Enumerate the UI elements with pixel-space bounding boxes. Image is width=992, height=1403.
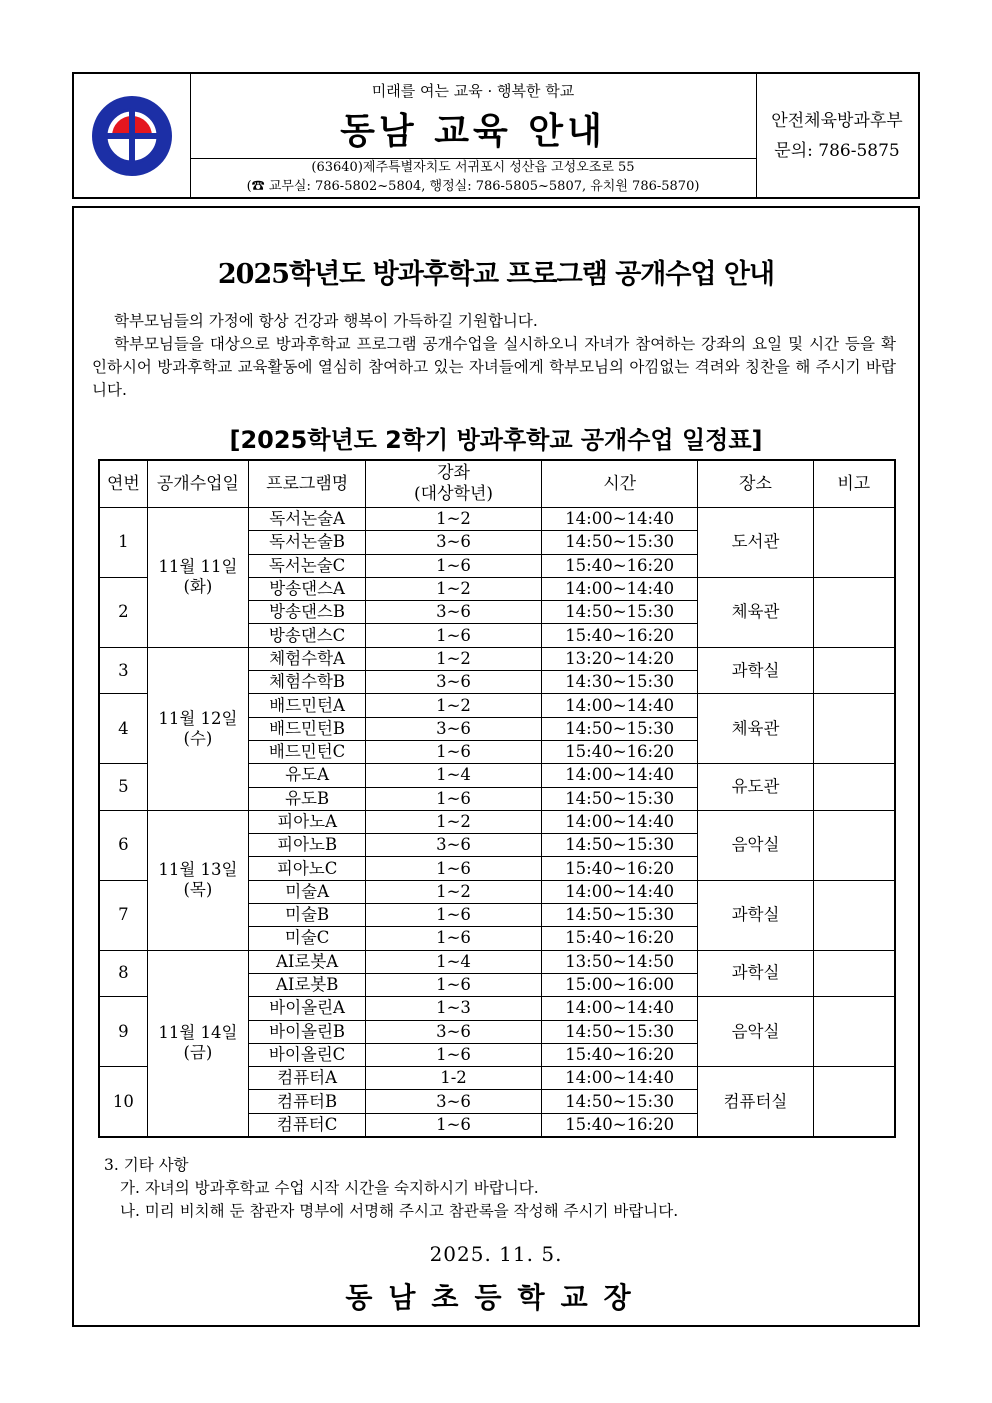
row-number: 2	[99, 577, 147, 647]
col-header-no: 연번	[99, 460, 147, 508]
target-grade: 1~6	[366, 554, 542, 577]
notes-heading: 3. 기타 사항	[104, 1156, 189, 1174]
class-place: 컴퓨터실	[698, 1067, 813, 1137]
school-logo	[90, 94, 174, 178]
col-header-program: 프로그램명	[249, 460, 366, 508]
program-name: 체험수학A	[249, 647, 366, 670]
target-grade: 1~2	[366, 810, 542, 833]
class-time: 15:40~16:20	[541, 927, 698, 950]
class-time: 14:30~15:30	[541, 671, 698, 694]
program-name: 미술A	[249, 880, 366, 903]
program-name: 독서논술C	[249, 554, 366, 577]
department-contact: 문의: 786-5875	[774, 140, 900, 161]
intro-paragraph: 학부모님들을 대상으로 방과후학교 프로그램 공개수업을 실시하오니 자녀가 참여하는 강좌의 요일 및 시간 등을 확인하시어 방과후학교 교육활동에 열심히 참여하고 있는 자녀들에게 학부모님의 아낌없는 격려와 칭찬을 해 주시기 바랍니다.	[92, 335, 896, 399]
class-date: 11월 14일 (금)	[147, 950, 248, 1137]
intro-paragraph: 학부모님들의 가정에 항상 건강과 행복이 가득하길 기원합니다.	[114, 312, 538, 330]
class-time: 14:00~14:40	[541, 997, 698, 1020]
program-name: 미술C	[249, 927, 366, 950]
class-time: 14:50~15:30	[541, 531, 698, 554]
remarks-cell	[813, 694, 895, 764]
program-name: 컴퓨터B	[249, 1090, 366, 1113]
program-name: 바이올린C	[249, 1043, 366, 1066]
header-contact-cell	[190, 158, 757, 197]
program-name: 체험수학B	[249, 671, 366, 694]
row-number: 7	[99, 880, 147, 950]
row-number: 10	[99, 1067, 147, 1137]
intro-text	[92, 310, 896, 402]
class-place: 과학실	[698, 950, 813, 997]
target-grade: 1~6	[366, 973, 542, 996]
remarks-cell	[813, 997, 895, 1067]
class-time: 15:40~16:20	[541, 740, 698, 763]
header-brand-cell	[190, 74, 757, 159]
class-place: 과학실	[698, 647, 813, 694]
class-time: 14:50~15:30	[541, 1090, 698, 1113]
col-header-date: 공개수업일	[147, 460, 248, 508]
remarks-cell	[813, 880, 895, 950]
document-title: 2025학년도 방과후학교 프로그램 공개수업 안내	[217, 259, 775, 290]
target-grade: 1~6	[366, 927, 542, 950]
program-name: 배드민턴A	[249, 694, 366, 717]
program-name: 독서논술A	[249, 508, 366, 531]
program-name: 방송댄스B	[249, 601, 366, 624]
target-grade: 1-2	[366, 1067, 542, 1090]
program-name: 피아노A	[249, 810, 366, 833]
class-time: 14:00~14:40	[541, 508, 698, 531]
class-time: 14:50~15:30	[541, 1020, 698, 1043]
class-place: 체육관	[698, 577, 813, 647]
class-place: 과학실	[698, 880, 813, 950]
school-phones: (☎ 교무실: 786-5802~5804, 행정실: 786-5805~5807, 유치원 786-5870)	[246, 179, 700, 194]
signer: 동남초등학교장	[345, 1281, 647, 1314]
program-name: 컴퓨터C	[249, 1113, 366, 1137]
phone-icon: ☎	[251, 179, 265, 194]
school-motto: 미래를 여는 교육 · 행복한 학교	[371, 82, 575, 100]
schedule-title: [2025학년도 2학기 방과후학교 공개수업 일정표]	[229, 426, 763, 454]
target-grade: 1~2	[366, 577, 542, 600]
table-row	[99, 508, 895, 531]
program-name: 유도A	[249, 764, 366, 787]
target-grade: 1~4	[366, 764, 542, 787]
class-time: 15:40~16:20	[541, 857, 698, 880]
schedule-table	[98, 459, 896, 1138]
target-grade: 1~6	[366, 740, 542, 763]
class-time: 15:40~16:20	[541, 624, 698, 647]
notes-section	[104, 1154, 678, 1223]
remarks-cell	[813, 764, 895, 811]
issue-date: 2025. 11. 5.	[429, 1242, 563, 1266]
program-name: 컴퓨터A	[249, 1067, 366, 1090]
program-name: 피아노B	[249, 834, 366, 857]
target-grade: 3~6	[366, 531, 542, 554]
letterhead-title: 동남 교육 안내	[340, 110, 606, 152]
class-time: 14:50~15:30	[541, 601, 698, 624]
class-time: 14:00~14:40	[541, 694, 698, 717]
class-time: 15:40~16:20	[541, 554, 698, 577]
class-time: 13:50~14:50	[541, 950, 698, 973]
target-grade: 1~6	[366, 857, 542, 880]
program-name: 배드민턴C	[249, 740, 366, 763]
department-name: 안전체육방과후부	[771, 110, 903, 131]
class-place: 도서관	[698, 508, 813, 578]
row-number: 4	[99, 694, 147, 764]
target-grade: 1~2	[366, 694, 542, 717]
target-grade: 1~6	[366, 787, 542, 810]
target-grade: 1~2	[366, 647, 542, 670]
class-time: 14:50~15:30	[541, 717, 698, 740]
target-grade: 1~6	[366, 1043, 542, 1066]
row-number: 1	[99, 508, 147, 578]
target-grade: 3~6	[366, 717, 542, 740]
program-name: 방송댄스C	[249, 624, 366, 647]
note-item: 나. 미리 비치해 둔 참관자 명부에 서명해 주시고 참관록을 작성해 주시기 바랍니다.	[120, 1202, 679, 1220]
class-date: 11월 12일 (수)	[147, 647, 248, 810]
class-time: 15:40~16:20	[541, 1043, 698, 1066]
class-time: 14:50~15:30	[541, 787, 698, 810]
class-time: 14:00~14:40	[541, 764, 698, 787]
target-grade: 3~6	[366, 1090, 542, 1113]
target-grade: 1~4	[366, 950, 542, 973]
program-name: 유도B	[249, 787, 366, 810]
class-place: 음악실	[698, 997, 813, 1067]
class-time: 14:00~14:40	[541, 1067, 698, 1090]
class-place: 유도관	[698, 764, 813, 811]
class-time: 14:50~15:30	[541, 834, 698, 857]
row-number: 5	[99, 764, 147, 811]
program-name: AI로봇A	[249, 950, 366, 973]
remarks-cell	[813, 950, 895, 997]
class-time: 14:00~14:40	[541, 810, 698, 833]
table-row	[99, 950, 895, 973]
row-number: 3	[99, 647, 147, 694]
letterhead	[72, 72, 920, 199]
target-grade: 1~3	[366, 997, 542, 1020]
class-time: 15:00~16:00	[541, 973, 698, 996]
class-date: 11월 13일 (목)	[147, 810, 248, 950]
note-item: 가. 자녀의 방과후학교 수업 시작 시간을 숙지하시기 바랍니다.	[120, 1179, 539, 1197]
target-grade: 3~6	[366, 834, 542, 857]
class-time: 14:50~15:30	[541, 904, 698, 927]
target-grade: 1~2	[366, 880, 542, 903]
table-row	[99, 810, 895, 833]
target-grade: 1~6	[366, 624, 542, 647]
school-address: (63640)제주특별자치도 서귀포시 성산읍 고성오조로 55	[311, 160, 635, 175]
remarks-cell	[813, 577, 895, 647]
class-time: 15:40~16:20	[541, 1113, 698, 1137]
target-grade: 1~6	[366, 1113, 542, 1137]
remarks-cell	[813, 810, 895, 880]
department-cell	[756, 74, 918, 197]
target-grade: 3~6	[366, 671, 542, 694]
target-grade: 1~2	[366, 508, 542, 531]
class-place: 체육관	[698, 694, 813, 764]
table-header-row	[99, 460, 895, 508]
class-place: 음악실	[698, 810, 813, 880]
program-name: 피아노C	[249, 857, 366, 880]
program-name: 바이올린A	[249, 997, 366, 1020]
program-name: 미술B	[249, 904, 366, 927]
col-header-place: 장소	[698, 460, 813, 508]
remarks-cell	[813, 1067, 895, 1137]
class-time: 13:20~14:20	[541, 647, 698, 670]
col-header-time: 시간	[541, 460, 698, 508]
notice-body	[72, 206, 920, 1327]
program-name: 독서논술B	[249, 531, 366, 554]
table-row	[99, 647, 895, 670]
program-name: 바이올린B	[249, 1020, 366, 1043]
schedule-rows	[99, 508, 895, 1138]
col-header-remarks: 비고	[813, 460, 895, 508]
col-header-grade: 강좌 (대상학년)	[366, 460, 542, 508]
remarks-cell	[813, 647, 895, 694]
class-date: 11월 11일 (화)	[147, 508, 248, 648]
target-grade: 3~6	[366, 601, 542, 624]
class-time: 14:00~14:40	[541, 880, 698, 903]
row-number: 6	[99, 810, 147, 880]
logo-cell	[74, 74, 191, 197]
remarks-cell	[813, 508, 895, 578]
program-name: 방송댄스A	[249, 577, 366, 600]
class-time: 14:00~14:40	[541, 577, 698, 600]
program-name: AI로봇B	[249, 973, 366, 996]
program-name: 배드민턴B	[249, 717, 366, 740]
row-number: 9	[99, 997, 147, 1067]
target-grade: 3~6	[366, 1020, 542, 1043]
target-grade: 1~6	[366, 904, 542, 927]
row-number: 8	[99, 950, 147, 997]
